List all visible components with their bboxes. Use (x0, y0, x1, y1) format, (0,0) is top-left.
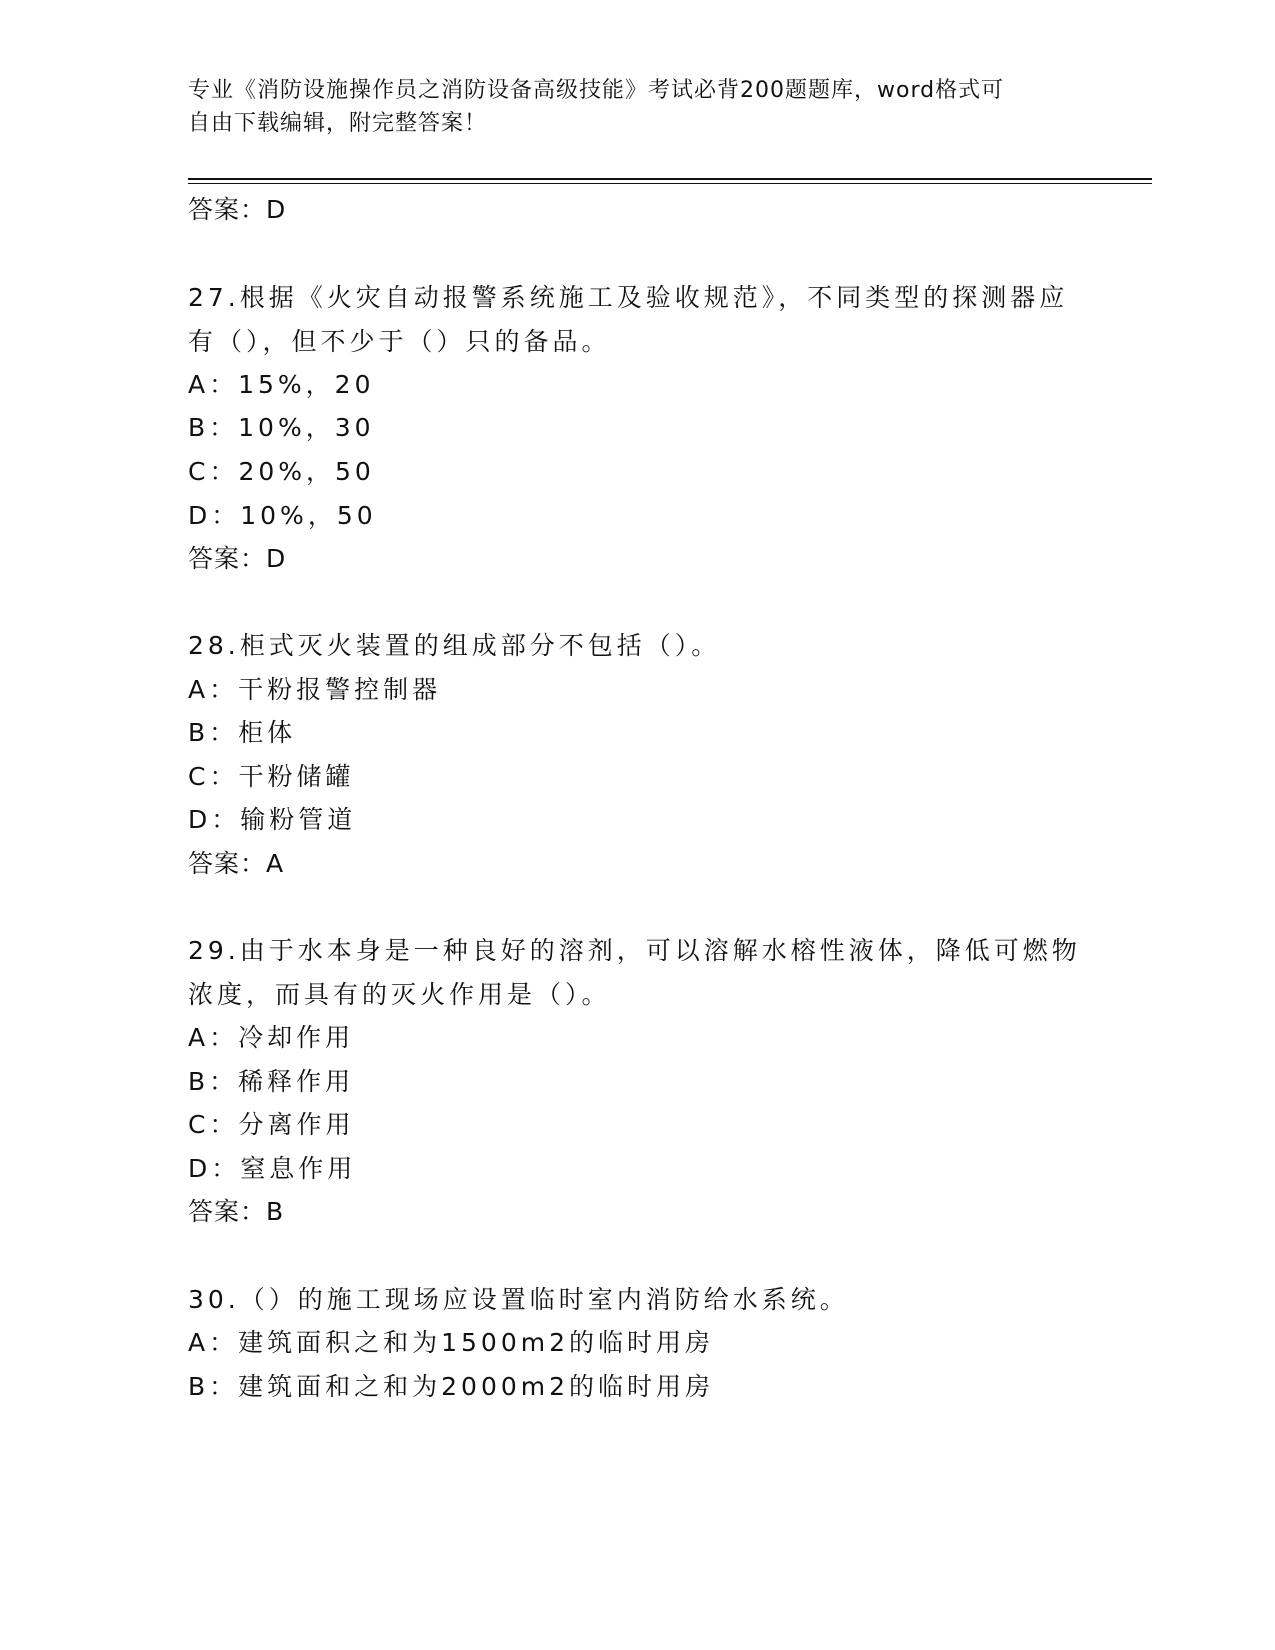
header-line-1: 专业《消防设施操作员之消防设备高级技能》考试必背200题题库，word格式可 (188, 78, 1005, 103)
question-28-option-d: D：输粉管道 (188, 805, 357, 834)
answer-26: 答案：D (188, 195, 287, 224)
document-header (188, 74, 1088, 140)
question-28-option-c: C：干粉储罐 (188, 762, 355, 791)
question-27-option-d: D：10%，50 (188, 501, 377, 530)
question-30-option-b: B：建筑面和之和为2000m2的临时用房 (188, 1372, 715, 1401)
question-27-line-1: 27.根据《火灾自动报警系统施工及验收规范》，不同类型的探测器应 (188, 283, 1069, 312)
question-29-option-c: C：分离作用 (188, 1110, 355, 1139)
question-27-option-b: B：10%，30 (188, 413, 375, 442)
answer-27: 答案：D (188, 544, 287, 573)
header-line-2: 自由下载编辑，附完整答案！ (188, 111, 488, 136)
question-28-line-1: 28.柜式灭火装置的组成部分不包括（）。 (188, 631, 721, 660)
question-27-option-c: C：20%，50 (188, 457, 375, 486)
question-27-option-a: A：15%，20 (188, 370, 375, 399)
question-30-option-a: A：建筑面积之和为1500m2的临时用房 (188, 1328, 714, 1357)
question-29-line-1: 29.由于水本身是一种良好的溶剂，可以溶解水榕性液体，降低可燃物 (188, 936, 1081, 965)
question-28-option-b: B：柜体 (188, 718, 297, 747)
answer-29: 答案：B (188, 1197, 285, 1226)
question-29-option-b: B：稀释作用 (188, 1067, 355, 1096)
header-divider-thick (188, 178, 1152, 180)
header-divider-thin (188, 183, 1152, 184)
question-30-line-1: 30.（）的施工现场应设置临时室内消防给水系统。 (188, 1285, 849, 1314)
answer-28: 答案：A (188, 849, 285, 878)
question-28-option-a: A：干粉报警控制器 (188, 675, 442, 704)
question-29-option-a: A：冷却作用 (188, 1023, 355, 1052)
question-27-line-2: 有（），但不少于（）只的备品。 (188, 327, 611, 356)
question-29-line-2: 浓度，而具有的灭火作用是（）。 (188, 980, 611, 1009)
question-29-option-d: D：窒息作用 (188, 1154, 357, 1183)
